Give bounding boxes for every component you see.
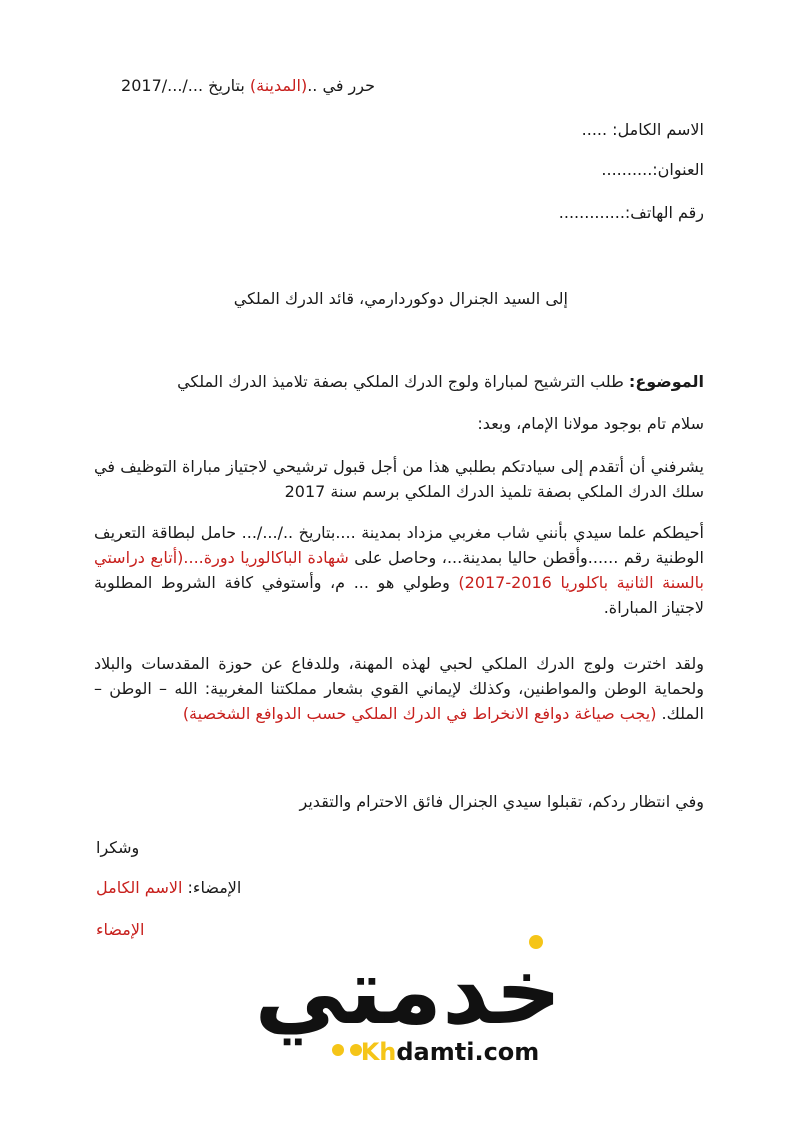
signature-name-placeholder: الاسم الكامل — [96, 878, 183, 897]
paragraph-intro: يشرفني أن أتقدم إلى سيادتكم بطلبي هذا من أجل قبول ترشيحي لاجتياز مباراة التوظيف في سلك الدرك الملكي بصفة تلميذ الدرك الملكي برسم سنة 2017 — [94, 457, 704, 501]
logo-dot-left — [332, 1044, 344, 1056]
paragraph-motivation — [94, 651, 704, 726]
motivation-text: ولقد اخترت ولوج الدرك الملكي لحبي لهذه المهنة، وللدفاع عن حوزة المقدسات والبلاد ولحماية الوطن والمواطنين، وكذلك لإيماني القوي بشعار مملكتنا المغربية: الله – الوطن – الملك. — [94, 654, 704, 723]
place-prefix: حرر في .. — [307, 76, 375, 95]
details-baccalaureate: شهادة الباكالوريا دورة....(أتابع دراستي بالسنة الثانية باكلوريا 2016-2017) — [94, 548, 704, 592]
sender-phone: رقم الهاتف:............. — [558, 203, 704, 222]
motivation-note: (يجب صياغة دوافع الانخراط في الدرك الملكي حسب الدوافع الشخصية) — [182, 704, 657, 723]
date-text: بتاريخ .../.../2017 — [121, 76, 250, 95]
signature-line — [96, 878, 241, 898]
details-text-1: أحيطكم علما سيدي بأنني شاب مغربي مزداد بمدينة ....بتاريخ ../.../... حامل لبطاقة التعريف الوطنية رقم ......وأقطن حاليا بمدينة...، وحاصل على — [94, 523, 705, 567]
logo-arabic-text: خدمتي — [254, 938, 562, 1045]
paragraph-details — [94, 520, 704, 620]
sender-address: العنوان:.......... — [601, 160, 704, 179]
details-text-2: وطولي هو ... م، وأستوفي كافة الشروط المطلوبة لاجتياز المباراة. — [94, 573, 704, 617]
sender-name: الاسم الكامل: ..... — [581, 120, 704, 139]
place-placeholder: (المدينة) — [249, 76, 308, 95]
khdamti-logo — [228, 928, 588, 1078]
subject-label: الموضوع: — [628, 372, 704, 391]
header-place-date — [121, 76, 375, 96]
logo-latin-text — [361, 1038, 540, 1066]
recipient-line: إلى السيد الجنرال دوكوردارمي، قائد الدرك الملكي — [233, 289, 568, 308]
subject-line — [177, 372, 704, 392]
subject-text: طلب الترشيح لمباراة ولوج الدرك الملكي بصفة تلاميذ الدرك الملكي — [177, 372, 629, 391]
closing-line: وفي انتظار ردكم، تقبلوا سيدي الجنرال فائق الاحترام والتقدير — [299, 792, 704, 811]
signature-placeholder: الإمضاء — [96, 920, 145, 939]
logo-latin-suffix: damti.com — [396, 1038, 540, 1066]
greeting: سلام تام بوجود مولانا الإمام، وبعد: — [477, 414, 704, 433]
thanks-line: وشكرا — [96, 838, 140, 857]
signature-label: الإمضاء: — [182, 878, 242, 897]
logo-latin-prefix: Kh — [360, 1038, 397, 1066]
